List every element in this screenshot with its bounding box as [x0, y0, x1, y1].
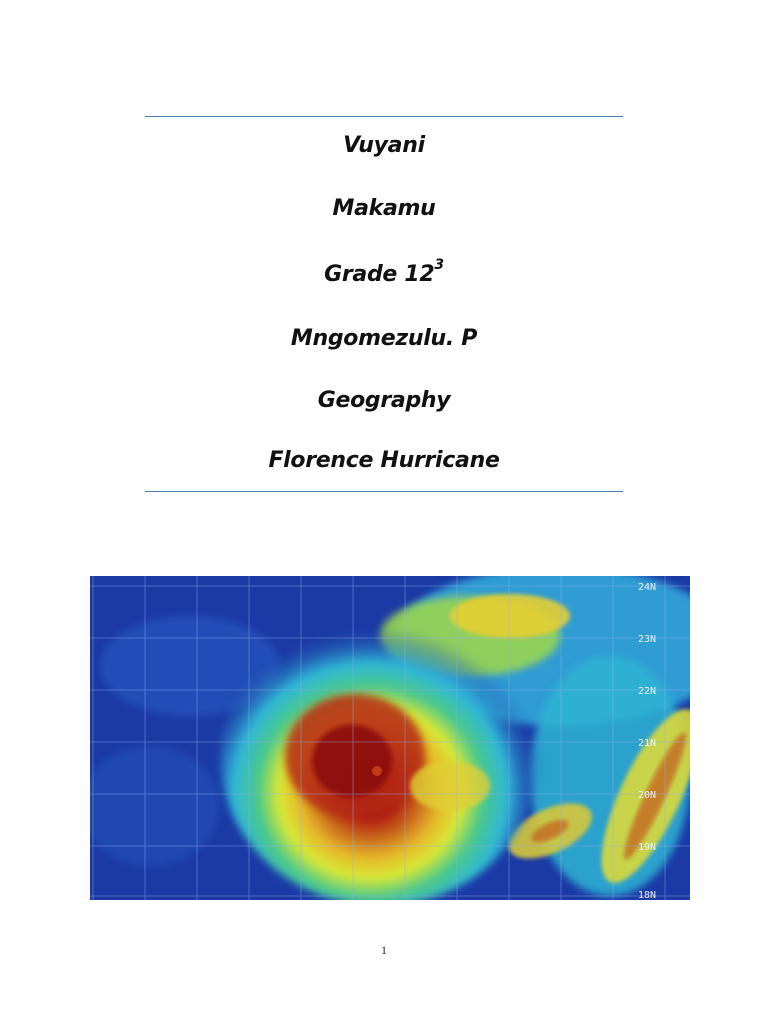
grade-superscript: 3: [434, 257, 444, 273]
lat-label-22n: 22N: [638, 686, 657, 697]
topic-title: Florence Hurricane: [268, 448, 500, 473]
lat-label-18n: 18N: [638, 890, 657, 900]
lat-label-20n: 20N: [638, 790, 657, 801]
lat-label-23n: 23N: [638, 634, 657, 645]
lat-label-24n: 24N: [638, 582, 657, 593]
grade-text: Grade 12: [324, 262, 435, 287]
student-first-name: Vuyani: [343, 133, 425, 158]
satellite-svg: [90, 576, 690, 900]
student-last-name: Makamu: [332, 196, 436, 221]
lat-label-19n: 19N: [638, 842, 657, 853]
bottom-rule: [145, 491, 623, 492]
top-rule: [145, 116, 623, 117]
lat-label-21n: 21N: [638, 738, 657, 749]
page-number: 1: [381, 943, 387, 957]
hurricane-satellite-image: [90, 576, 690, 900]
grade-line: [0, 257, 768, 287]
teacher-name: Mngomezulu. P: [290, 326, 478, 351]
subject: Geography: [317, 388, 451, 413]
